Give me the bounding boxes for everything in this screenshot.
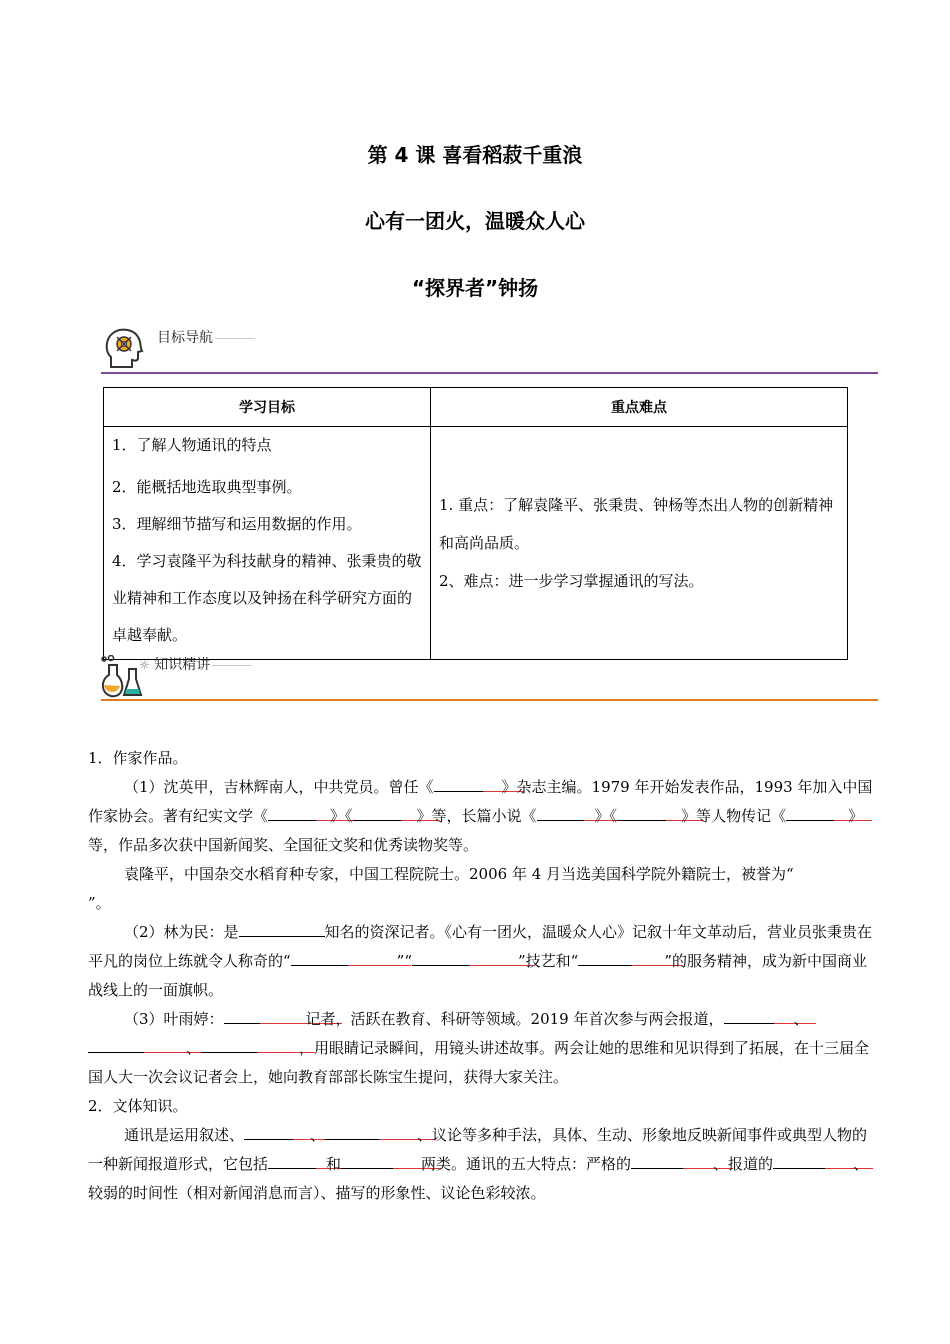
lesson-title: 第 4 课 喜看稻菽千重浪 xyxy=(367,143,583,167)
fill-blank[interactable] xyxy=(201,1034,299,1053)
fill-blank[interactable] xyxy=(631,1150,713,1169)
heading-author-works: 1．作家作品。 xyxy=(88,749,188,767)
fill-blank[interactable] xyxy=(244,1121,310,1140)
fill-blank[interactable] xyxy=(724,1005,794,1024)
goal-item: 4．学习袁隆平为科技献身的精神、张秉贵的敬业精神和工作态度以及钟扬在科学研究方面的卓越奉献。 xyxy=(112,552,422,644)
fill-blank[interactable] xyxy=(617,802,681,821)
goals-cell xyxy=(104,427,431,660)
sparkle-icon: ☼ xyxy=(139,658,150,672)
goals-nav-label: 目标导航 xyxy=(157,327,255,347)
fill-blank[interactable] xyxy=(434,773,502,792)
key-item: 2、难点：进一步学习掌握通讯的写法。 xyxy=(439,572,704,590)
para-shen-yingjia: （1）沈英甲，吉林辉南人，中共党员。曾任《 》杂志主编。1979 年开始发表作品，1993 年加入中国作家协会。著有纪实文学《 》《 》等，长篇小说《 》《 》等人物传记《 》等，作品多次获中国新闻奖、全国征文奖和优秀读物奖等。 xyxy=(88,773,878,860)
keys-header: 重点难点 xyxy=(431,388,848,427)
goal-item: 3．理解细节描写和运用数据的作用。 xyxy=(112,515,362,533)
purple-divider xyxy=(101,372,878,374)
goals-table xyxy=(103,387,848,660)
fill-blank[interactable] xyxy=(353,802,417,821)
article-title-2: “探界者”钟扬 xyxy=(411,276,539,300)
goal-item: 1．了解人物通讯的特点 xyxy=(112,436,272,454)
fill-blank[interactable] xyxy=(224,1005,306,1024)
knowledge-body xyxy=(88,744,878,1208)
fill-blank[interactable] xyxy=(325,1121,417,1140)
orange-divider xyxy=(101,699,878,701)
fill-blank[interactable] xyxy=(239,918,325,937)
key-item: 1. 重点：了解袁隆平、张秉贵、钟杨等杰出人物的创新精神和高尚品质。 xyxy=(439,496,834,552)
article-title-1: 心有一团火，温暖众人心 xyxy=(365,209,585,233)
goals-header: 学习目标 xyxy=(104,388,431,427)
fill-blank[interactable] xyxy=(578,947,664,966)
para-yuan-longping: 袁隆平，中国杂交水稻育种专家，中国工程院院士。2006 年 4 月当选美国科学院外籍院士，被誉为“ ”。 xyxy=(88,865,794,912)
goal-item: 2．能概括地选取典型事例。 xyxy=(112,478,302,496)
fill-blank[interactable] xyxy=(786,802,848,821)
para-lin-weimin: （2）林为民：是 知名的资深记者。《心有一团火，温暖众人心》记叙十年文革动后，营业员张秉贵在平凡的岗位上练就令人称奇的“ ”“ ”技艺和“ ”的服务精神，成为新中国商业战线上的一面旗帜。 xyxy=(88,918,878,1005)
fill-blank[interactable] xyxy=(537,802,595,821)
fill-blank[interactable] xyxy=(291,947,397,966)
para-ye-yuting: （3）叶雨婷： 记者，活跃在教育、科研等领域。2019 年首次参与两会报道， 、、 ，用眼睛记录瞬间，用镜头讲述故事。两会让她的思维和见识得到了拓展，在十三届全国人大一次会议记者会上，她向教育部部长陈宝生提问，获得大家关注。 xyxy=(88,1005,878,1092)
fill-blank[interactable] xyxy=(341,1150,421,1169)
fill-blank[interactable] xyxy=(412,947,518,966)
para-genre: 通讯是运用叙述、 、 、议论等多种手法，具体、生动、形象地反映新闻事件或典型人物的一种新闻报道形式，它包括 和 两类。通讯的五大特点：严格的 、报道的 、较弱的时间性（相对新闻消息而言）、描写的形象性、议论色彩较浓。 xyxy=(88,1121,878,1208)
fill-blank[interactable] xyxy=(88,1034,186,1053)
keys-cell xyxy=(431,427,848,660)
fill-blank[interactable] xyxy=(773,1150,853,1169)
fill-blank[interactable] xyxy=(268,1150,326,1169)
knowledge-label: ☼ 知识精讲 xyxy=(139,654,252,674)
head-gear-icon xyxy=(103,325,145,371)
fill-blank[interactable] xyxy=(268,802,330,821)
heading-genre-knowledge: 2．文体知识。 xyxy=(88,1097,188,1115)
